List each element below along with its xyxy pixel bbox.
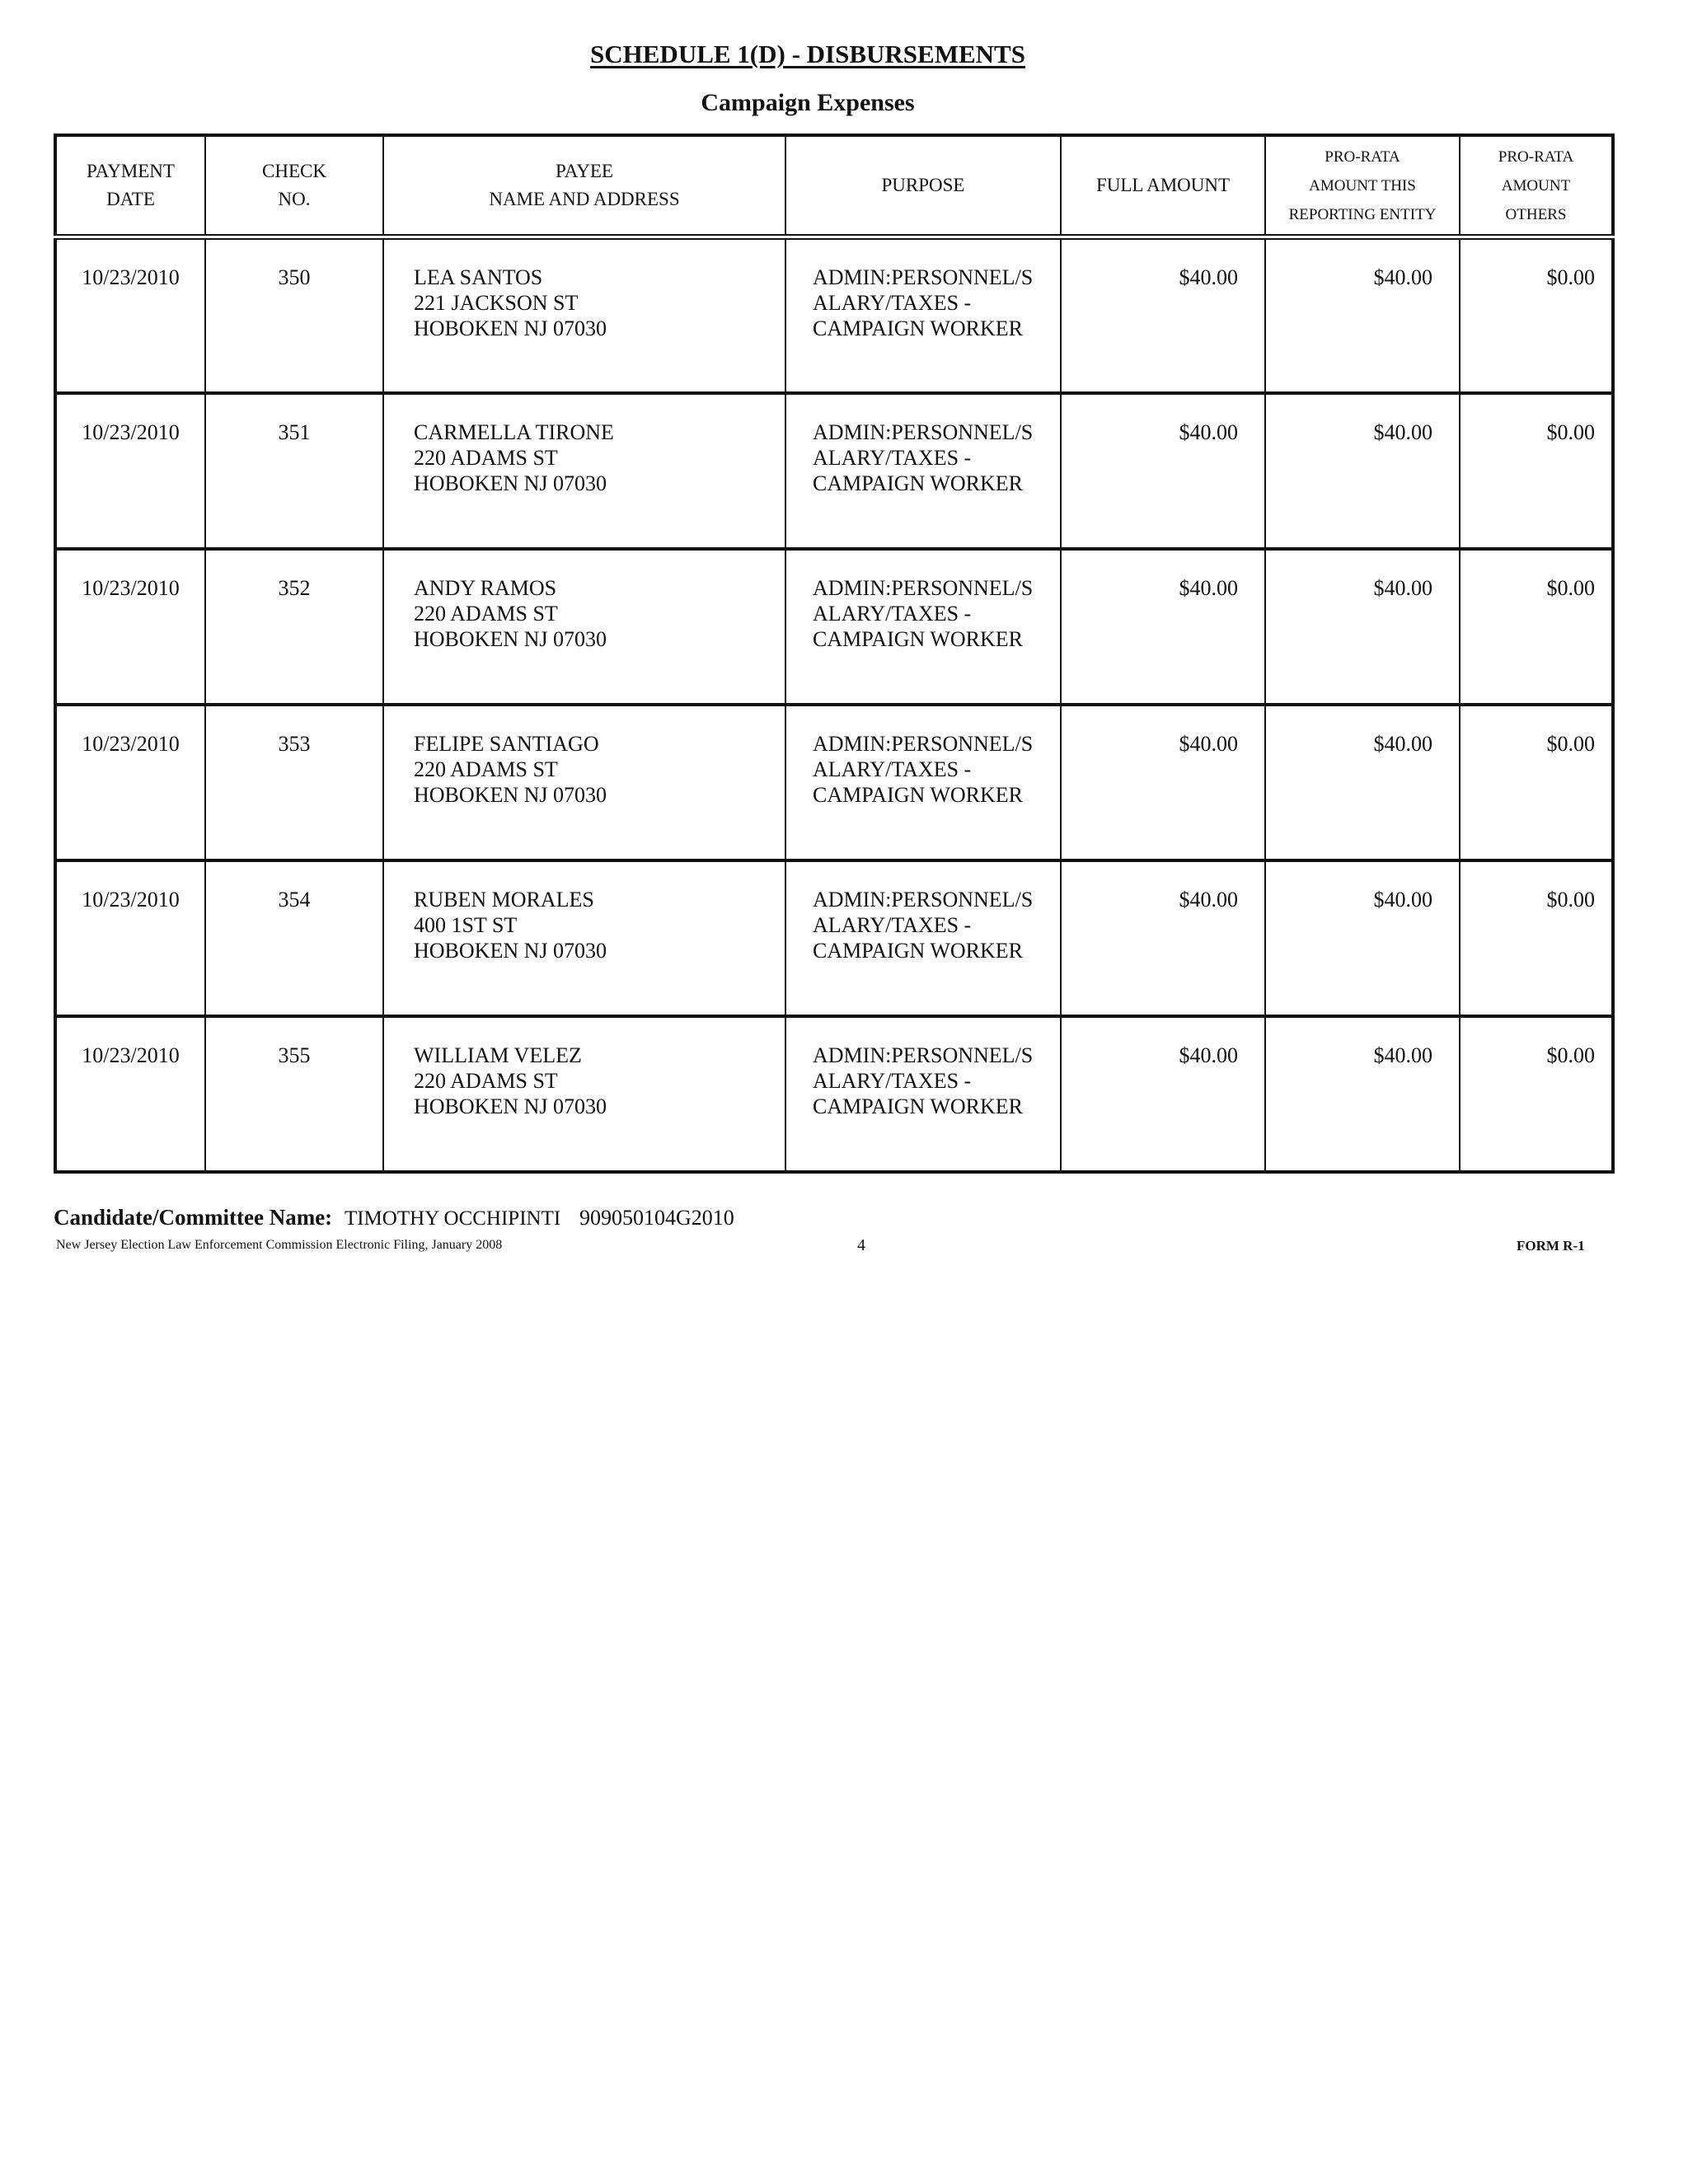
prorata-others-amount: $0.00: [1460, 860, 1613, 1016]
payee-cell: [383, 705, 785, 860]
purpose-cell: ADMIN:PERSONNEL/S ALARY/TAXES - CAMPAIGN WORKER: [785, 705, 1061, 860]
table-row: [55, 705, 1613, 860]
prorata-entity-amount: $40.00: [1265, 549, 1460, 705]
prorata-entity-amount: $40.00: [1265, 1016, 1460, 1172]
header-payee: PAYEE NAME AND ADDRESS: [383, 135, 785, 237]
header-payment-date: PAYMENT DATE: [55, 135, 205, 237]
prorata-entity-amount: $40.00: [1265, 237, 1460, 393]
prorata-others-amount: $0.00: [1460, 549, 1613, 705]
prorata-others-amount: $0.00: [1460, 705, 1613, 860]
purpose-cell: ADMIN:PERSONNEL/S ALARY/TAXES - CAMPAIGN WORKER: [785, 1016, 1061, 1172]
payee-cell: [383, 860, 785, 1016]
check-number: 354: [205, 860, 383, 1016]
payee-name: LEA SANTOS: [414, 265, 543, 289]
full-amount: $40.00: [1061, 549, 1265, 705]
payee-name: RUBEN MORALES: [414, 887, 594, 912]
payee-street: 221 JACKSON ST: [414, 291, 579, 315]
header-purpose: PURPOSE: [785, 135, 1061, 237]
prorata-others-amount: $0.00: [1460, 237, 1613, 393]
payment-date: 10/23/2010: [55, 237, 205, 393]
payment-date: 10/23/2010: [55, 1016, 205, 1172]
payee-name: FELIPE SANTIAGO: [414, 731, 599, 756]
payee-city: HOBOKEN NJ 07030: [414, 471, 607, 495]
payee-street: 220 ADAMS ST: [414, 445, 558, 470]
check-number: 350: [205, 237, 383, 393]
check-number: 355: [205, 1016, 383, 1172]
header-full-amount: FULL AMOUNT: [1061, 135, 1265, 237]
payee-street: 220 ADAMS ST: [414, 601, 558, 626]
table-row: [55, 549, 1613, 705]
payee-city: HOBOKEN NJ 07030: [414, 782, 607, 807]
full-amount: $40.00: [1061, 860, 1265, 1016]
payment-date: 10/23/2010: [55, 393, 205, 549]
agency-line: New Jersey Election Law Enforcement Commission Electronic Filing, January 2008: [56, 1238, 503, 1252]
table-header-row: [55, 135, 1613, 237]
schedule-title: SCHEDULE 1(D) - DISBURSEMENTS: [590, 40, 1025, 68]
table-row: [55, 1016, 1613, 1172]
schedule-subtitle: Campaign Expenses: [701, 89, 915, 116]
prorata-entity-amount: $40.00: [1265, 860, 1460, 1016]
check-number: 352: [205, 549, 383, 705]
check-number: 353: [205, 705, 383, 860]
payee-city: HOBOKEN NJ 07030: [414, 626, 607, 651]
disbursements-table: [54, 134, 1615, 1174]
committee-name-line: [54, 1205, 734, 1230]
full-amount: $40.00: [1061, 1016, 1265, 1172]
committee-name: TIMOTHY OCCHIPINTI: [344, 1207, 561, 1230]
payee-name: CARMELLA TIRONE: [414, 419, 614, 444]
prorata-others-amount: $0.00: [1460, 1016, 1613, 1172]
committee-name-label: Candidate/Committee Name:: [54, 1205, 333, 1230]
prorata-entity-amount: $40.00: [1265, 393, 1460, 549]
purpose-cell: ADMIN:PERSONNEL/S ALARY/TAXES - CAMPAIGN WORKER: [785, 393, 1061, 549]
purpose-cell: ADMIN:PERSONNEL/S ALARY/TAXES - CAMPAIGN WORKER: [785, 549, 1061, 705]
payee-name: WILLIAM VELEZ: [414, 1043, 582, 1067]
full-amount: $40.00: [1061, 393, 1265, 549]
header-prorata-others: PRO-RATA AMOUNT OTHERS: [1460, 135, 1613, 237]
check-number: 351: [205, 393, 383, 549]
purpose-cell: ADMIN:PERSONNEL/S ALARY/TAXES - CAMPAIGN WORKER: [785, 860, 1061, 1016]
table-row: [55, 393, 1613, 549]
payee-cell: [383, 237, 785, 393]
payee-city: HOBOKEN NJ 07030: [414, 316, 607, 340]
payment-date: 10/23/2010: [55, 860, 205, 1016]
header-prorata-entity: PRO-RATA AMOUNT THIS REPORTING ENTITY: [1265, 135, 1460, 237]
table-row: [55, 237, 1613, 393]
purpose-cell: ADMIN:PERSONNEL/S ALARY/TAXES - CAMPAIGN WORKER: [785, 237, 1061, 393]
table-row: [55, 860, 1613, 1016]
committee-id: 909050104G2010: [579, 1206, 734, 1230]
full-amount: $40.00: [1061, 705, 1265, 860]
payment-date: 10/23/2010: [55, 549, 205, 705]
payee-street: 220 ADAMS ST: [414, 757, 558, 781]
payee-city: HOBOKEN NJ 07030: [414, 938, 607, 963]
form-name: FORM R-1: [1517, 1238, 1585, 1254]
prorata-entity-amount: $40.00: [1265, 705, 1460, 860]
prorata-others-amount: $0.00: [1460, 393, 1613, 549]
payee-street: 400 1ST ST: [414, 912, 518, 937]
payee-cell: [383, 393, 785, 549]
payee-name: ANDY RAMOS: [414, 575, 557, 600]
header-check-no: CHECK NO.: [205, 135, 383, 237]
page-number: 4: [857, 1236, 865, 1254]
payee-city: HOBOKEN NJ 07030: [414, 1094, 607, 1118]
payee-cell: [383, 1016, 785, 1172]
full-amount: $40.00: [1061, 237, 1265, 393]
payee-cell: [383, 549, 785, 705]
payee-street: 220 ADAMS ST: [414, 1068, 558, 1093]
payment-date: 10/23/2010: [55, 705, 205, 860]
